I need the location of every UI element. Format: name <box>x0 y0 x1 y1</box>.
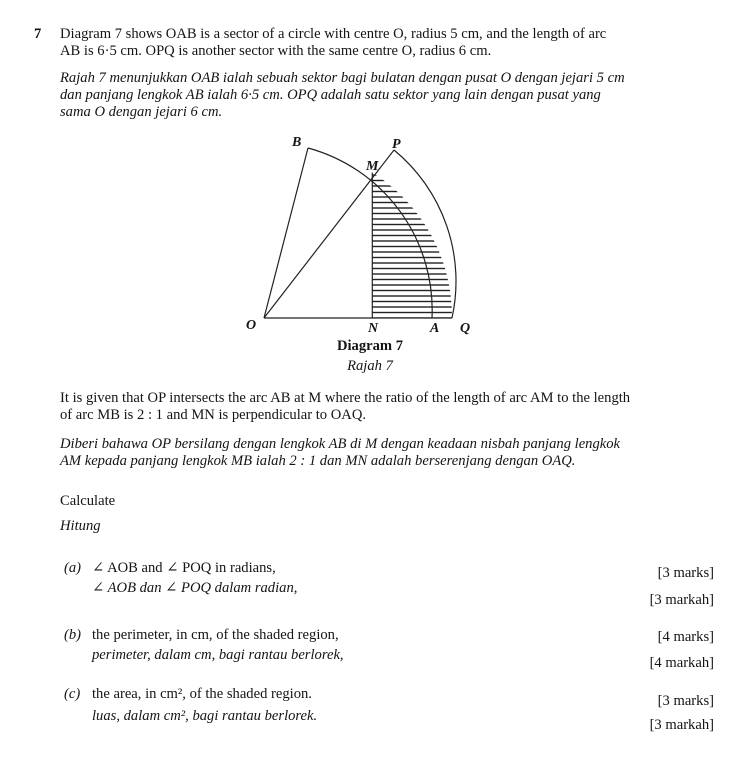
part-b-text-en: the perimeter, in cm, of the shaded region, <box>92 627 339 643</box>
label-A: A <box>430 321 440 336</box>
intro-en-line-1: Diagram 7 shows OAB is a sector of a circle with centre O, radius 5 cm, and the length of arc <box>60 26 607 42</box>
shaded-region <box>372 173 452 318</box>
part-b-label: (b) <box>64 627 82 643</box>
diagram-caption-ms: Rajah 7 <box>347 358 393 374</box>
part-c-text-en: the area, in cm², of the shaded region. <box>92 686 312 702</box>
part-a-marks-ms: [3 markah] <box>649 592 714 608</box>
intro-ms-line-1: Rajah 7 menunjukkan OAB ialah sebuah sektor bagi bulatan dengan pusat O dengan jejari 5 cm <box>60 70 625 86</box>
part-b-marks-en: [4 marks] <box>657 629 714 645</box>
question-number: 7 <box>34 26 42 42</box>
part-a-label: (a) <box>64 560 82 576</box>
intro-en-line-2: AB is 6·5 cm. OPQ is another sector with the same centre O, radius 6 cm. <box>60 43 492 59</box>
part-c-label: (c) <box>64 686 81 702</box>
line-OB <box>264 148 308 318</box>
sector-diagram <box>238 134 498 342</box>
part-a-text-ms: ∠ AOB dan ∠ POQ dalam radian, <box>92 580 298 596</box>
part-b-text-ms: perimeter, dalam cm, bagi rantau berlorek, <box>92 647 344 663</box>
calculate-en: Calculate <box>60 493 116 509</box>
part-b-marks-ms: [4 markah] <box>649 655 714 671</box>
part-c-text-ms: luas, dalam cm², bagi rantau berlorek. <box>92 708 318 724</box>
label-P: P <box>392 137 401 152</box>
part-a-marks-en: [3 marks] <box>657 565 714 581</box>
calculate-ms: Hitung <box>60 518 101 534</box>
label-O: O <box>246 318 257 333</box>
intro-ms-line-3: sama O dengan jejari 6 cm. <box>60 104 223 120</box>
part-c-marks-en: [3 marks] <box>657 693 714 709</box>
given-en-line-2: of arc MB is 2 : 1 and MN is perpendicular to OAQ. <box>60 407 367 423</box>
part-c-marks-ms: [3 markah] <box>649 717 714 733</box>
given-ms-line-1: Diberi bahawa OP bersilang dengan lengkok AB di M dengan keadaan nisbah panjang lengkok <box>60 436 621 452</box>
intro-ms-line-2: dan panjang lengkok AB ialah 6·5 cm. OPQ adalah satu sektor yang lain dengan pusat yang <box>60 87 601 103</box>
label-B: B <box>292 135 302 150</box>
label-M: M <box>366 159 379 174</box>
given-en-line-1: It is given that OP intersects the arc AB at M where the ratio of the length of arc AM to the length <box>60 390 631 406</box>
label-Q: Q <box>460 321 471 336</box>
label-N: N <box>368 321 379 336</box>
part-a-text-en: ∠ AOB and ∠ POQ in radians, <box>92 560 276 576</box>
diagram-caption-en: Diagram 7 <box>336 338 404 354</box>
given-ms-line-2: AM kepada panjang lengkok MB ialah 2 : 1 dan MN adalah berserenjang dengan OAQ. <box>60 453 576 469</box>
